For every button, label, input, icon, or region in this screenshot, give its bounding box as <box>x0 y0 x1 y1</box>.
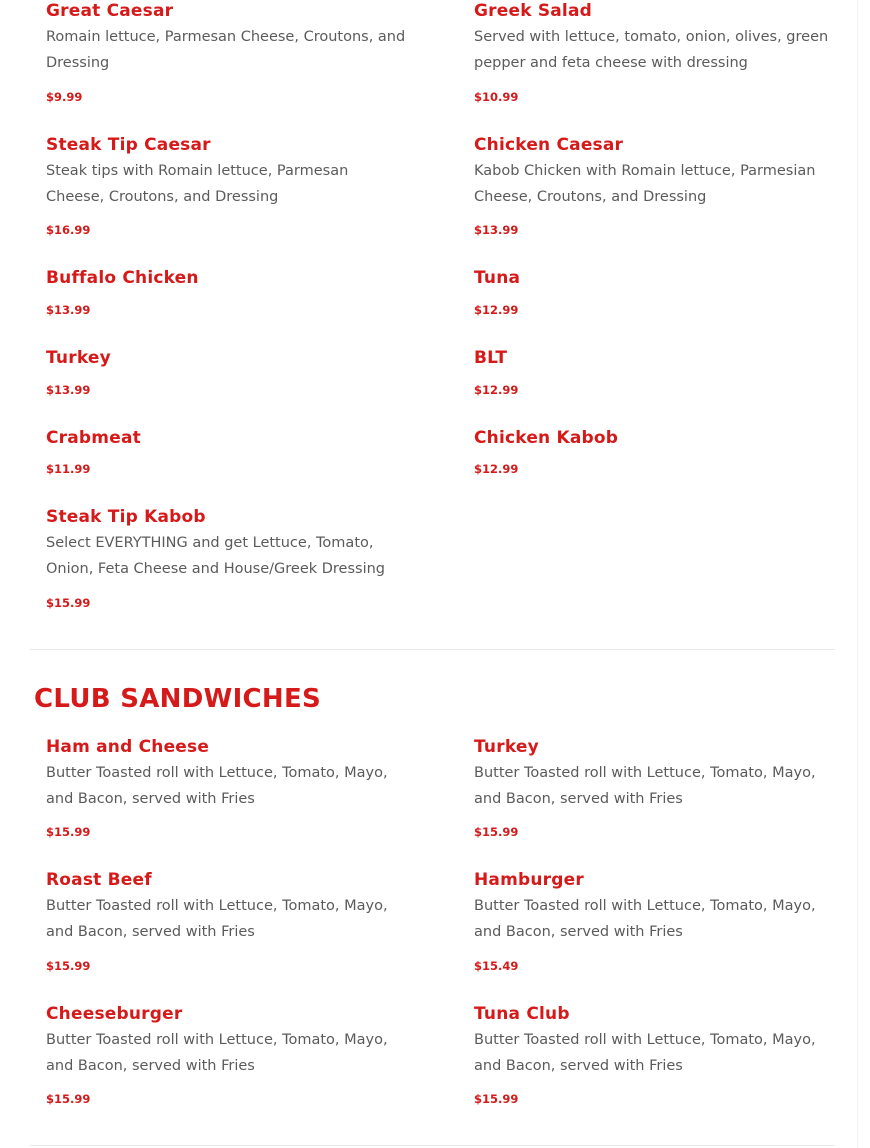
item-name: Chicken Caesar <box>474 135 624 155</box>
item-name: Tuna <box>474 268 521 288</box>
item-price: $12.99 <box>474 462 519 476</box>
item-description: Served with lettuce, tomato, onion, olives, green pepper and feta cheese with dressing <box>474 29 829 71</box>
item-description: Butter Toasted roll with Lettuce, Tomato, Mayo, and Bacon, served with Fries <box>474 765 816 807</box>
item-description: Steak tips with Romain lettuce, Parmesan Cheese, Croutons, and Dressing <box>46 163 349 205</box>
item-name: Steak Tip Kabob <box>46 507 206 527</box>
menu-item-great-caesar[interactable] <box>46 0 406 76</box>
menu-item-tuna-club[interactable] <box>474 1003 834 1079</box>
item-price: $15.99 <box>474 1092 519 1106</box>
menu-item-ham-and-cheese[interactable] <box>46 736 406 812</box>
menu-item-cheeseburger[interactable] <box>46 1003 406 1079</box>
item-description: Butter Toasted roll with Lettuce, Tomato, Mayo, and Bacon, served with Fries <box>474 898 816 940</box>
menu-item-steak-tip-caesar[interactable] <box>46 134 406 210</box>
item-name: Greek Salad <box>474 1 593 21</box>
item-name: Cheeseburger <box>46 1004 183 1024</box>
item-name: Hamburger <box>474 870 584 890</box>
item-price: $15.99 <box>46 959 91 973</box>
item-price: $12.99 <box>474 303 519 317</box>
menu-item-roast-beef[interactable] <box>46 869 406 945</box>
menu-item-blt[interactable] <box>474 347 834 369</box>
item-price: $15.49 <box>474 959 519 973</box>
menu-item-turkey-club[interactable] <box>474 736 834 812</box>
item-name: Turkey <box>474 737 539 757</box>
item-price: $11.99 <box>46 462 91 476</box>
menu-item-steak-tip-kabob[interactable] <box>46 506 406 582</box>
item-price: $13.99 <box>46 303 91 317</box>
menu-item-tuna[interactable] <box>474 267 834 289</box>
item-description: Romain lettuce, Parmesan Cheese, Croutons, and Dressing <box>46 29 406 71</box>
item-price: $16.99 <box>46 223 91 237</box>
item-price: $15.99 <box>46 825 91 839</box>
item-name: Roast Beef <box>46 870 152 890</box>
item-price: $9.99 <box>46 90 83 104</box>
item-name: Crabmeat <box>46 428 141 448</box>
item-price: $13.99 <box>474 223 519 237</box>
item-name: Buffalo Chicken <box>46 268 199 288</box>
item-name: Ham and Cheese <box>46 737 210 757</box>
item-name: Turkey <box>46 348 111 368</box>
item-name: Great Caesar <box>46 1 174 21</box>
menu-item-chicken-caesar[interactable] <box>474 134 834 210</box>
item-description: Butter Toasted roll with Lettuce, Tomato, Mayo, and Bacon, served with Fries <box>46 765 388 807</box>
item-price: $15.99 <box>474 825 519 839</box>
menu-item-crabmeat[interactable] <box>46 427 406 449</box>
item-name: BLT <box>474 348 508 368</box>
item-name: Steak Tip Caesar <box>46 135 211 155</box>
item-name: Chicken Kabob <box>474 428 619 448</box>
menu-item-hamburger[interactable] <box>474 869 834 945</box>
item-description: Select EVERYTHING and get Lettuce, Tomato, Onion, Feta Cheese and House/Greek Dressing <box>46 535 386 577</box>
section-divider <box>30 1145 835 1146</box>
section-divider <box>30 649 835 650</box>
item-price: $10.99 <box>474 90 519 104</box>
item-name: Tuna Club <box>474 1004 570 1024</box>
item-price: $15.99 <box>46 596 91 610</box>
item-description: Butter Toasted roll with Lettuce, Tomato, Mayo, and Bacon, served with Fries <box>474 1032 816 1074</box>
item-price: $15.99 <box>46 1092 91 1106</box>
item-description: Butter Toasted roll with Lettuce, Tomato, Mayo, and Bacon, served with Fries <box>46 1032 388 1074</box>
menu-item-greek-salad[interactable] <box>474 0 834 76</box>
page-edge <box>857 0 858 1148</box>
section-title-club-sandwiches: CLUB SANDWICHES <box>34 684 322 714</box>
item-price: $13.99 <box>46 383 91 397</box>
item-description: Kabob Chicken with Romain lettuce, Parmesian Cheese, Croutons, and Dressing <box>474 163 816 205</box>
menu-item-buffalo-chicken[interactable] <box>46 267 406 289</box>
item-price: $12.99 <box>474 383 519 397</box>
menu-item-turkey[interactable] <box>46 347 406 369</box>
item-description: Butter Toasted roll with Lettuce, Tomato, Mayo, and Bacon, served with Fries <box>46 898 388 940</box>
menu-item-chicken-kabob[interactable] <box>474 427 834 449</box>
